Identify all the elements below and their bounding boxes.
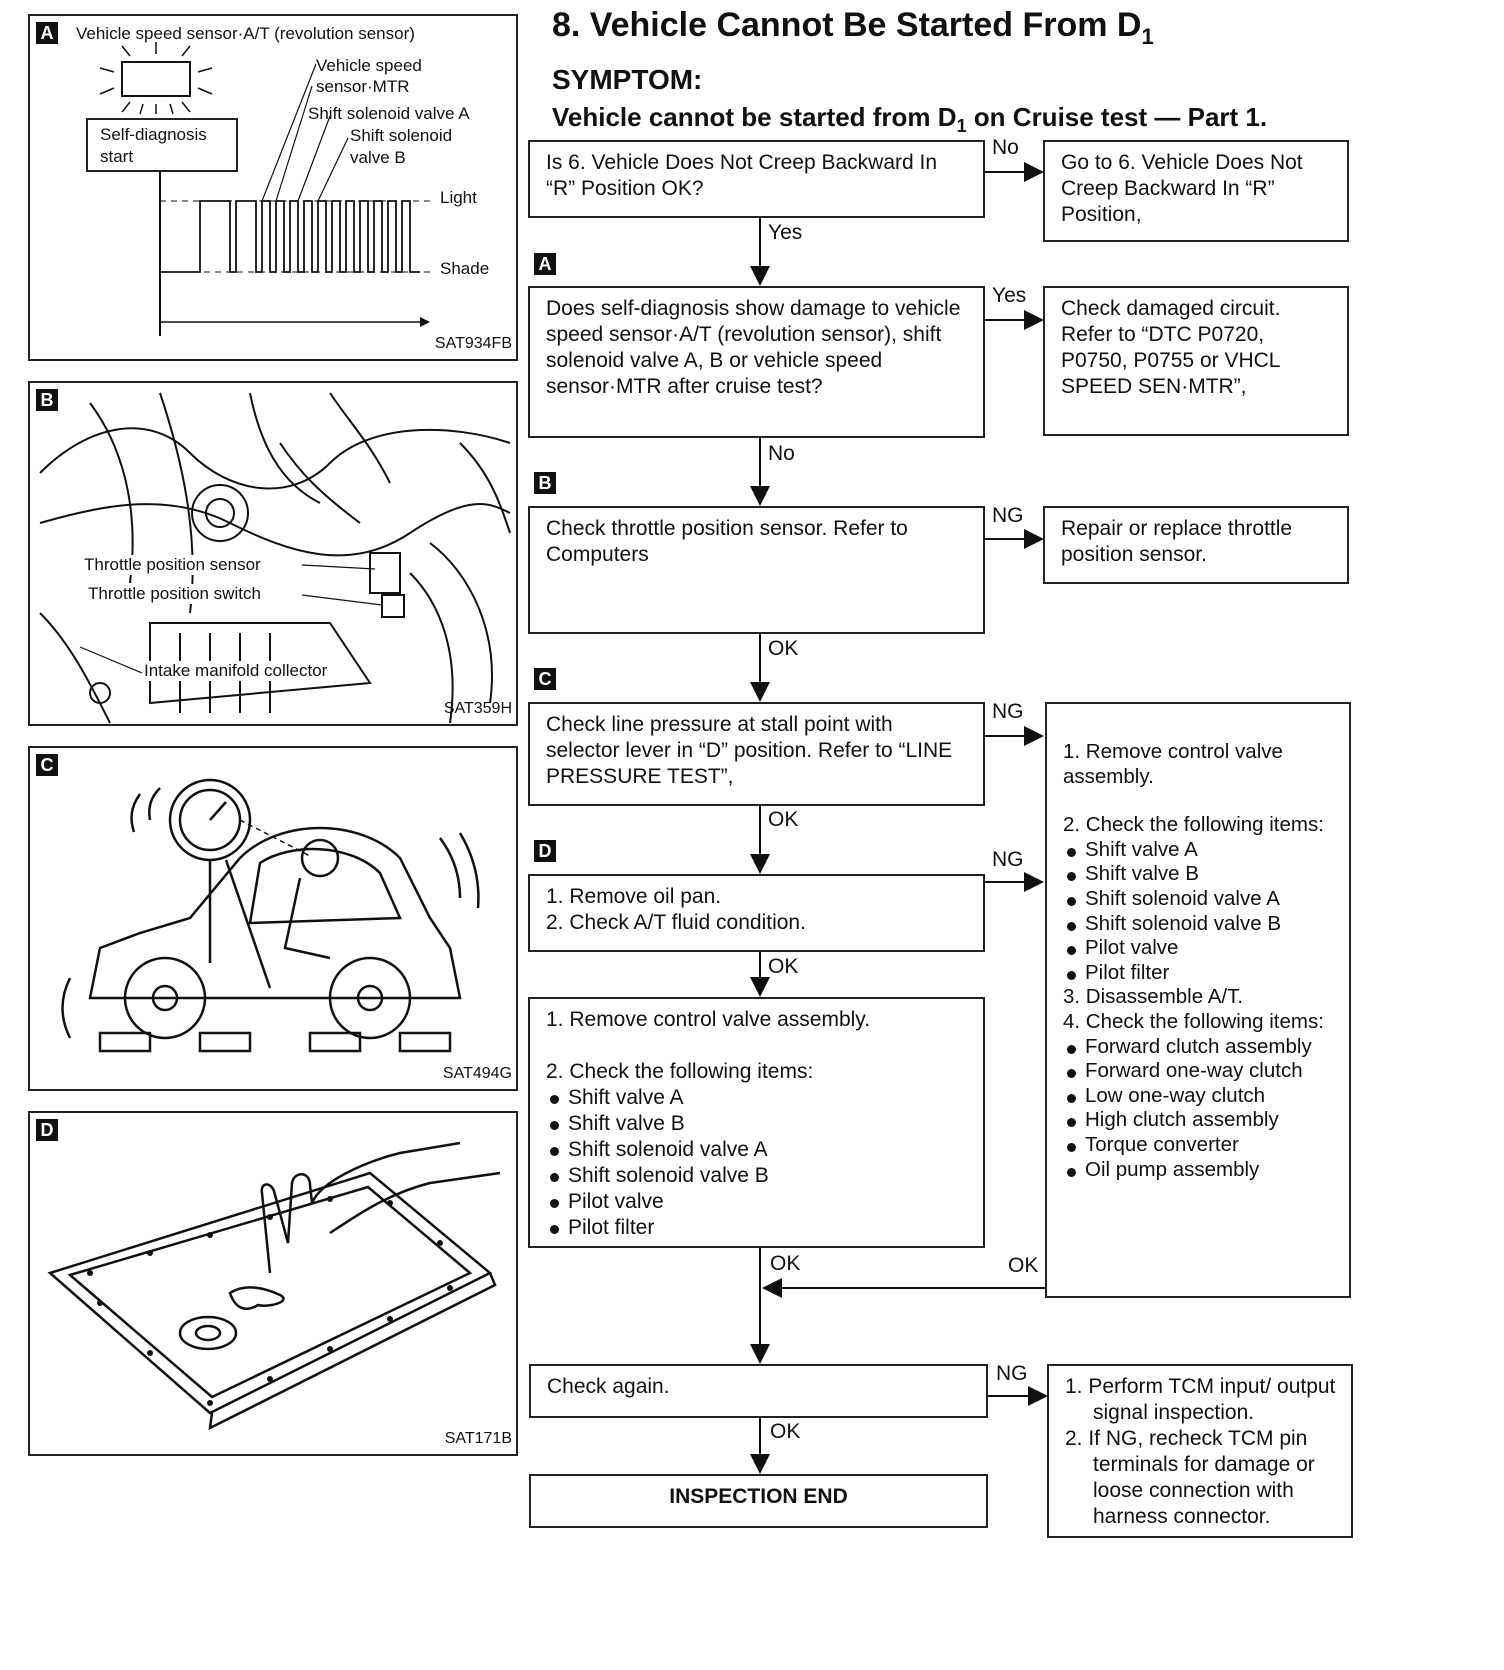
result-tcm-inspection <box>1047 1364 1353 1538</box>
check-fluid-condition <box>528 874 985 952</box>
list-item: Shift solenoid valve B <box>1063 912 1333 937</box>
box-line: 1. Perform TCM input/ output signal inspection. <box>1065 1375 1336 1424</box>
check-items-list <box>546 1085 967 1241</box>
figure-tag: B <box>36 389 58 411</box>
result-check-damaged-circuit <box>1043 286 1349 436</box>
label-vss-mtr: Vehicle speed <box>316 56 422 75</box>
check-again <box>529 1364 988 1418</box>
list-item: Pilot filter <box>1063 961 1333 986</box>
list-item: Shift valve A <box>1063 838 1333 863</box>
edge-label-ok: OK <box>770 1252 801 1275</box>
title-subscript: 1 <box>1141 23 1154 49</box>
step-marker-c: C <box>534 668 556 690</box>
list-item: Pilot valve <box>1063 936 1333 961</box>
check-items-list <box>1063 1035 1333 1183</box>
box-text: Check throttle position sensor. Refer to Computers <box>546 517 908 566</box>
edge-label-yes: Yes <box>768 221 803 244</box>
box-text: INSPECTION END <box>669 1485 848 1508</box>
edge-label-ng: NG <box>992 700 1024 723</box>
symptom-subscript: 1 <box>956 116 967 137</box>
box-text: Check line pressure at stall point with selector lever in “D” position. Refer to “LINE PRESSURE TEST”, <box>546 713 953 788</box>
symptom-heading: SYMPTOM: <box>552 64 703 95</box>
list-item: Shift solenoid valve A <box>546 1137 967 1163</box>
box-text: Go to 6. Vehicle Does Not Creep Backward In “R” Position, <box>1061 151 1303 226</box>
list-item: Shift solenoid valve B <box>546 1163 967 1189</box>
edge-label-ok: OK <box>768 637 799 660</box>
question-creep-backward <box>528 140 985 218</box>
figure-tag: D <box>36 1119 58 1141</box>
label-throttle-position-switch: Throttle position switch <box>88 584 261 603</box>
edge-label-ok: OK <box>1008 1254 1039 1277</box>
edge-label-ok: OK <box>768 808 799 831</box>
edge-label-yes: Yes <box>992 284 1027 307</box>
list-item: Oil pump assembly <box>1063 1158 1333 1183</box>
box-text: Check again. <box>547 1375 670 1398</box>
box-line: 1. Remove control valve assembly. <box>1063 740 1283 788</box>
figure-code: SAT494G <box>442 1065 512 1082</box>
step-marker-d: D <box>534 840 556 862</box>
list-item: Torque converter <box>1063 1133 1333 1158</box>
edge-label-ng: NG <box>992 848 1024 871</box>
figure-tag: A <box>36 22 58 44</box>
figure-code: SAT359H <box>443 700 512 717</box>
list-item: Forward clutch assembly <box>1063 1035 1333 1060</box>
label-ssv-b-2: valve B <box>350 148 406 167</box>
box-line: 2. Check the following items: <box>1063 813 1324 837</box>
figure-tag: C <box>36 754 58 776</box>
step-marker-a: A <box>534 253 556 275</box>
symptom-text: Vehicle cannot be started from D <box>552 102 957 132</box>
label-throttle-position-sensor: Throttle position sensor <box>84 555 261 574</box>
check-control-valve-items <box>528 997 985 1248</box>
list-item: Shift valve B <box>546 1111 967 1137</box>
edge-label-ng: NG <box>992 504 1024 527</box>
edge-label-ok: OK <box>768 955 799 978</box>
check-items-list <box>1063 838 1333 986</box>
check-throttle-position-sensor <box>528 506 985 634</box>
label-ssv-b: Shift solenoid <box>350 126 453 145</box>
list-item: High clutch assembly <box>1063 1108 1333 1133</box>
check-line-pressure <box>528 702 985 806</box>
list-item: Low one-way clutch <box>1063 1084 1333 1109</box>
symptom-suffix: on Cruise test — Part 1. <box>966 102 1268 132</box>
label-self-diagnosis: Self-diagnosis <box>100 125 207 144</box>
list-item: Pilot valve <box>546 1189 967 1215</box>
result-go-to-creep-backward <box>1043 140 1349 242</box>
label-start: start <box>100 147 134 166</box>
list-item: Shift valve A <box>546 1085 967 1111</box>
step-marker-b: B <box>534 472 556 494</box>
box-text: Repair or replace throttle position sensor. <box>1061 517 1293 566</box>
list-item: Pilot filter <box>546 1215 967 1241</box>
list-item: Shift solenoid valve A <box>1063 887 1333 912</box>
box-line: 4. Check the following items: <box>1063 1009 1324 1033</box>
box-line: 1. Remove oil pan. <box>546 885 722 908</box>
label-vss-mtr-2: sensor·MTR <box>316 77 410 96</box>
figure-code: SAT934FB <box>434 335 512 352</box>
question-self-diagnosis <box>528 286 985 438</box>
ng-remedy-disassemble <box>1045 702 1351 1298</box>
box-line: 1. Remove control valve assembly. <box>546 1008 871 1031</box>
label-vss-at: Vehicle speed sensor·A/T (revolution sensor) <box>76 24 415 43</box>
result-repair-throttle-sensor <box>1043 506 1349 584</box>
edge-label-no: No <box>768 442 795 465</box>
box-text: Check damaged circuit. Refer to “DTC P0720, P0750, P0755 or VHCL SPEED SEN·MTR”, <box>1061 297 1281 398</box>
edge-label-no: No <box>992 136 1019 159</box>
edge-label-ok: OK <box>770 1420 801 1443</box>
edge-label-ng: NG <box>996 1362 1028 1385</box>
label-light: Light <box>440 188 477 207</box>
label-ssv-a: Shift solenoid valve A <box>308 104 470 123</box>
box-line: 2. If NG, recheck TCM pin terminals for damage or loose connection with harness connector. <box>1065 1427 1315 1528</box>
list-item: Shift valve B <box>1063 862 1333 887</box>
label-intake-manifold-collector: Intake manifold collector <box>144 661 328 680</box>
list-item: Forward one-way clutch <box>1063 1059 1333 1084</box>
title-text: 8. Vehicle Cannot Be Started From D <box>552 6 1142 44</box>
box-text: Is 6. Vehicle Does Not Creep Backward In “R” Position OK? <box>546 151 938 200</box>
box-text: Does self-diagnosis show damage to vehicle speed sensor·A/T (revolution sensor), shift solenoid valve A, B or vehicle speed sensor·MTR after cruise test? <box>546 297 961 398</box>
box-line: 2. Check A/T fluid condition. <box>546 911 806 934</box>
label-shade: Shade <box>440 259 490 278</box>
box-line: 3. Disassemble A/T. <box>1063 985 1244 1009</box>
inspection-end <box>529 1474 988 1528</box>
figure-code: SAT171B <box>444 1430 512 1447</box>
box-line: 2. Check the following items: <box>546 1060 814 1083</box>
